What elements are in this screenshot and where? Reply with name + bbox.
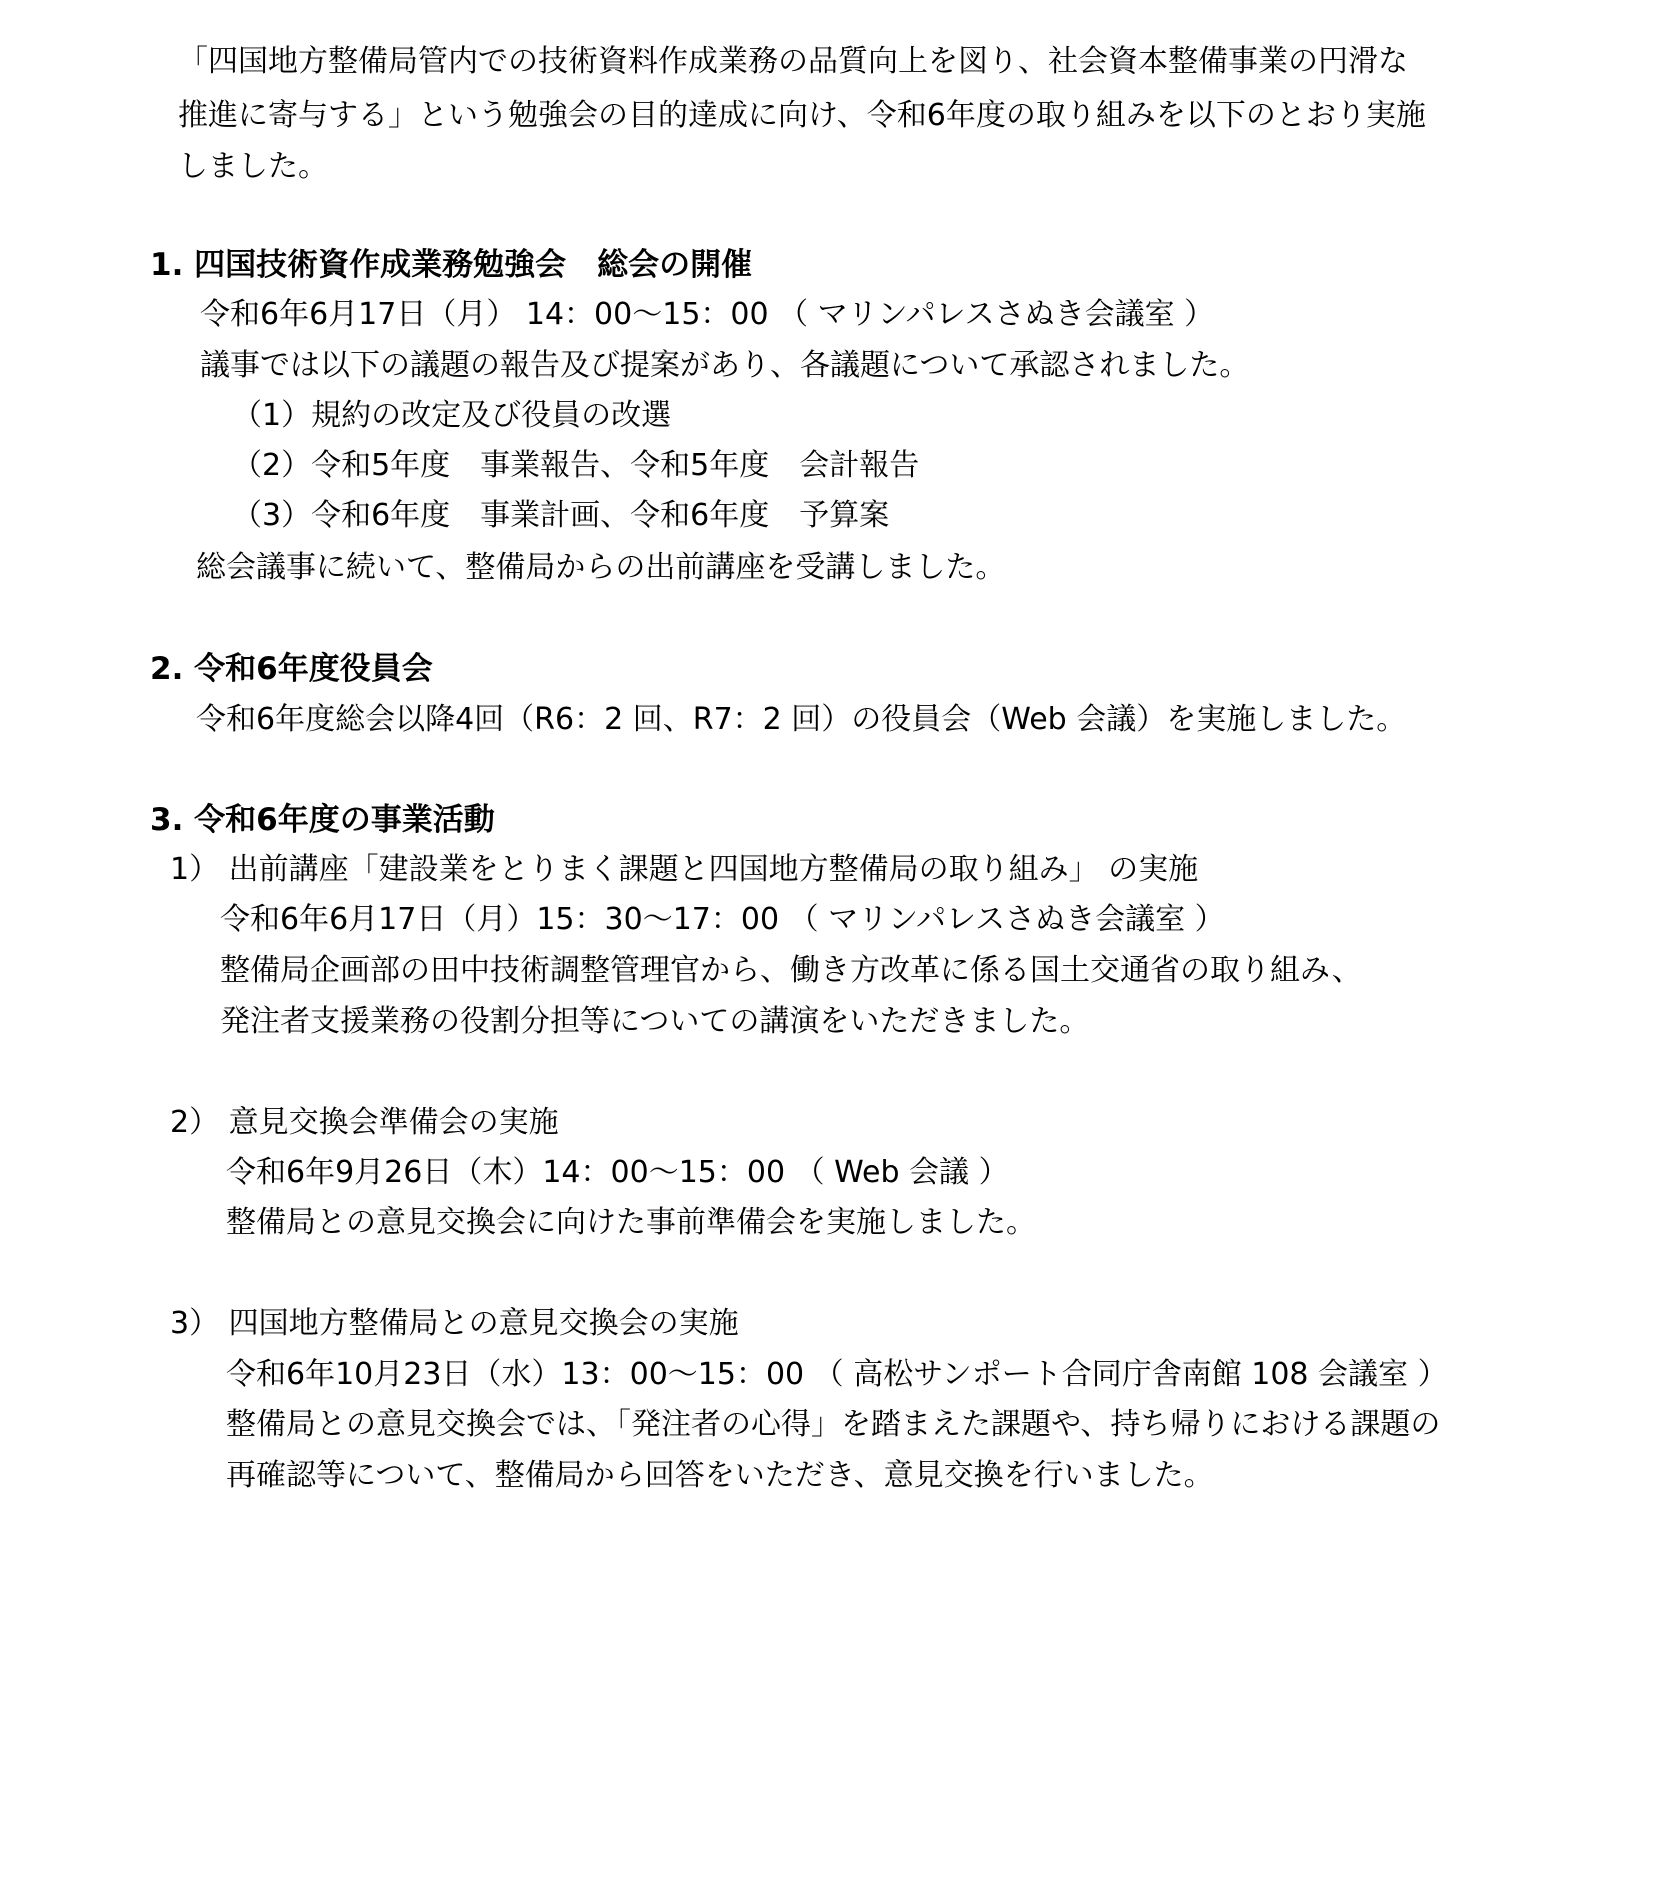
sub-3-body-1: 整備局との意見交換会では、「発注者の心得」を踏まえた課題や、持ち帰りにおける課題の	[226, 1407, 1441, 1442]
section-1-closing: 総会議事に続いて、整備局からの出前講座を受講しました。	[196, 550, 1006, 585]
sub-1-body-2: 発注者支援業務の役割分担等についての講演をいただきました。	[220, 1004, 1090, 1039]
intro-line-2: 推進に寄与する」という勉強会の目的達成に向け、令和6年度の取り組みを以下のとおり実施	[178, 98, 1426, 133]
sub-2-title: 2） 意見交換会準備会の実施	[170, 1105, 559, 1140]
section-2-body: 令和6年度総会以降4回（R6：2 回、R7：2 回）の役員会（Web 会議）を実施しました。	[196, 702, 1407, 737]
agenda-item: （1）規約の改定及び役員の改選	[232, 398, 672, 433]
sub-2-body-1: 整備局との意見交換会に向けた事前準備会を実施しました。	[226, 1205, 1036, 1240]
sub-1-title: 1） 出前講座「建設業をとりまく課題と四国地方整備局の取り組み」 の実施	[170, 852, 1199, 887]
section-2-heading: 2. 令和6年度役員会	[150, 651, 433, 687]
agenda-item: （2）令和5年度 事業報告、令和5年度 会計報告	[232, 448, 920, 483]
sub-3-title: 3） 四国地方整備局との意見交換会の実施	[170, 1306, 739, 1341]
section-1-date: 令和6年6月17日（月） 14：00～15：00 （ マリンパレスさぬき会議室 ）	[200, 297, 1215, 332]
agenda-item: （3）令和6年度 事業計画、令和6年度 予算案	[232, 498, 890, 533]
sub-1-body-1: 整備局企画部の田中技術調整管理官から、働き方改革に係る国土交通省の取り組み、	[220, 953, 1362, 988]
intro-line-1: 「四国地方整備局管内での技術資料作成業務の品質向上を図り、社会資本整備事業の円滑な	[178, 44, 1408, 79]
sub-3-body-2: 再確認等について、整備局から回答をいただき、意見交換を行いました。	[226, 1458, 1214, 1493]
sub-3-date: 令和6年10月23日（水）13：00～15：00 （ 高松サンポート合同庁舎南館 108 会議室 ）	[226, 1357, 1448, 1392]
section-3-heading: 3. 令和6年度の事業活動	[150, 802, 495, 838]
intro-line-3: しました。	[178, 149, 328, 184]
sub-1-date: 令和6年6月17日（月）15：30～17：00 （ マリンパレスさぬき会議室 ）	[220, 902, 1225, 937]
section-1-heading: 1. 四国技術資作成業務勉強会 総会の開催	[150, 247, 753, 283]
section-1-summary: 議事では以下の議題の報告及び提案があり、各議題について承認されました。	[200, 348, 1250, 383]
sub-2-date: 令和6年9月26日（木）14：00～15：00 （ Web 会議 ）	[226, 1155, 1009, 1190]
